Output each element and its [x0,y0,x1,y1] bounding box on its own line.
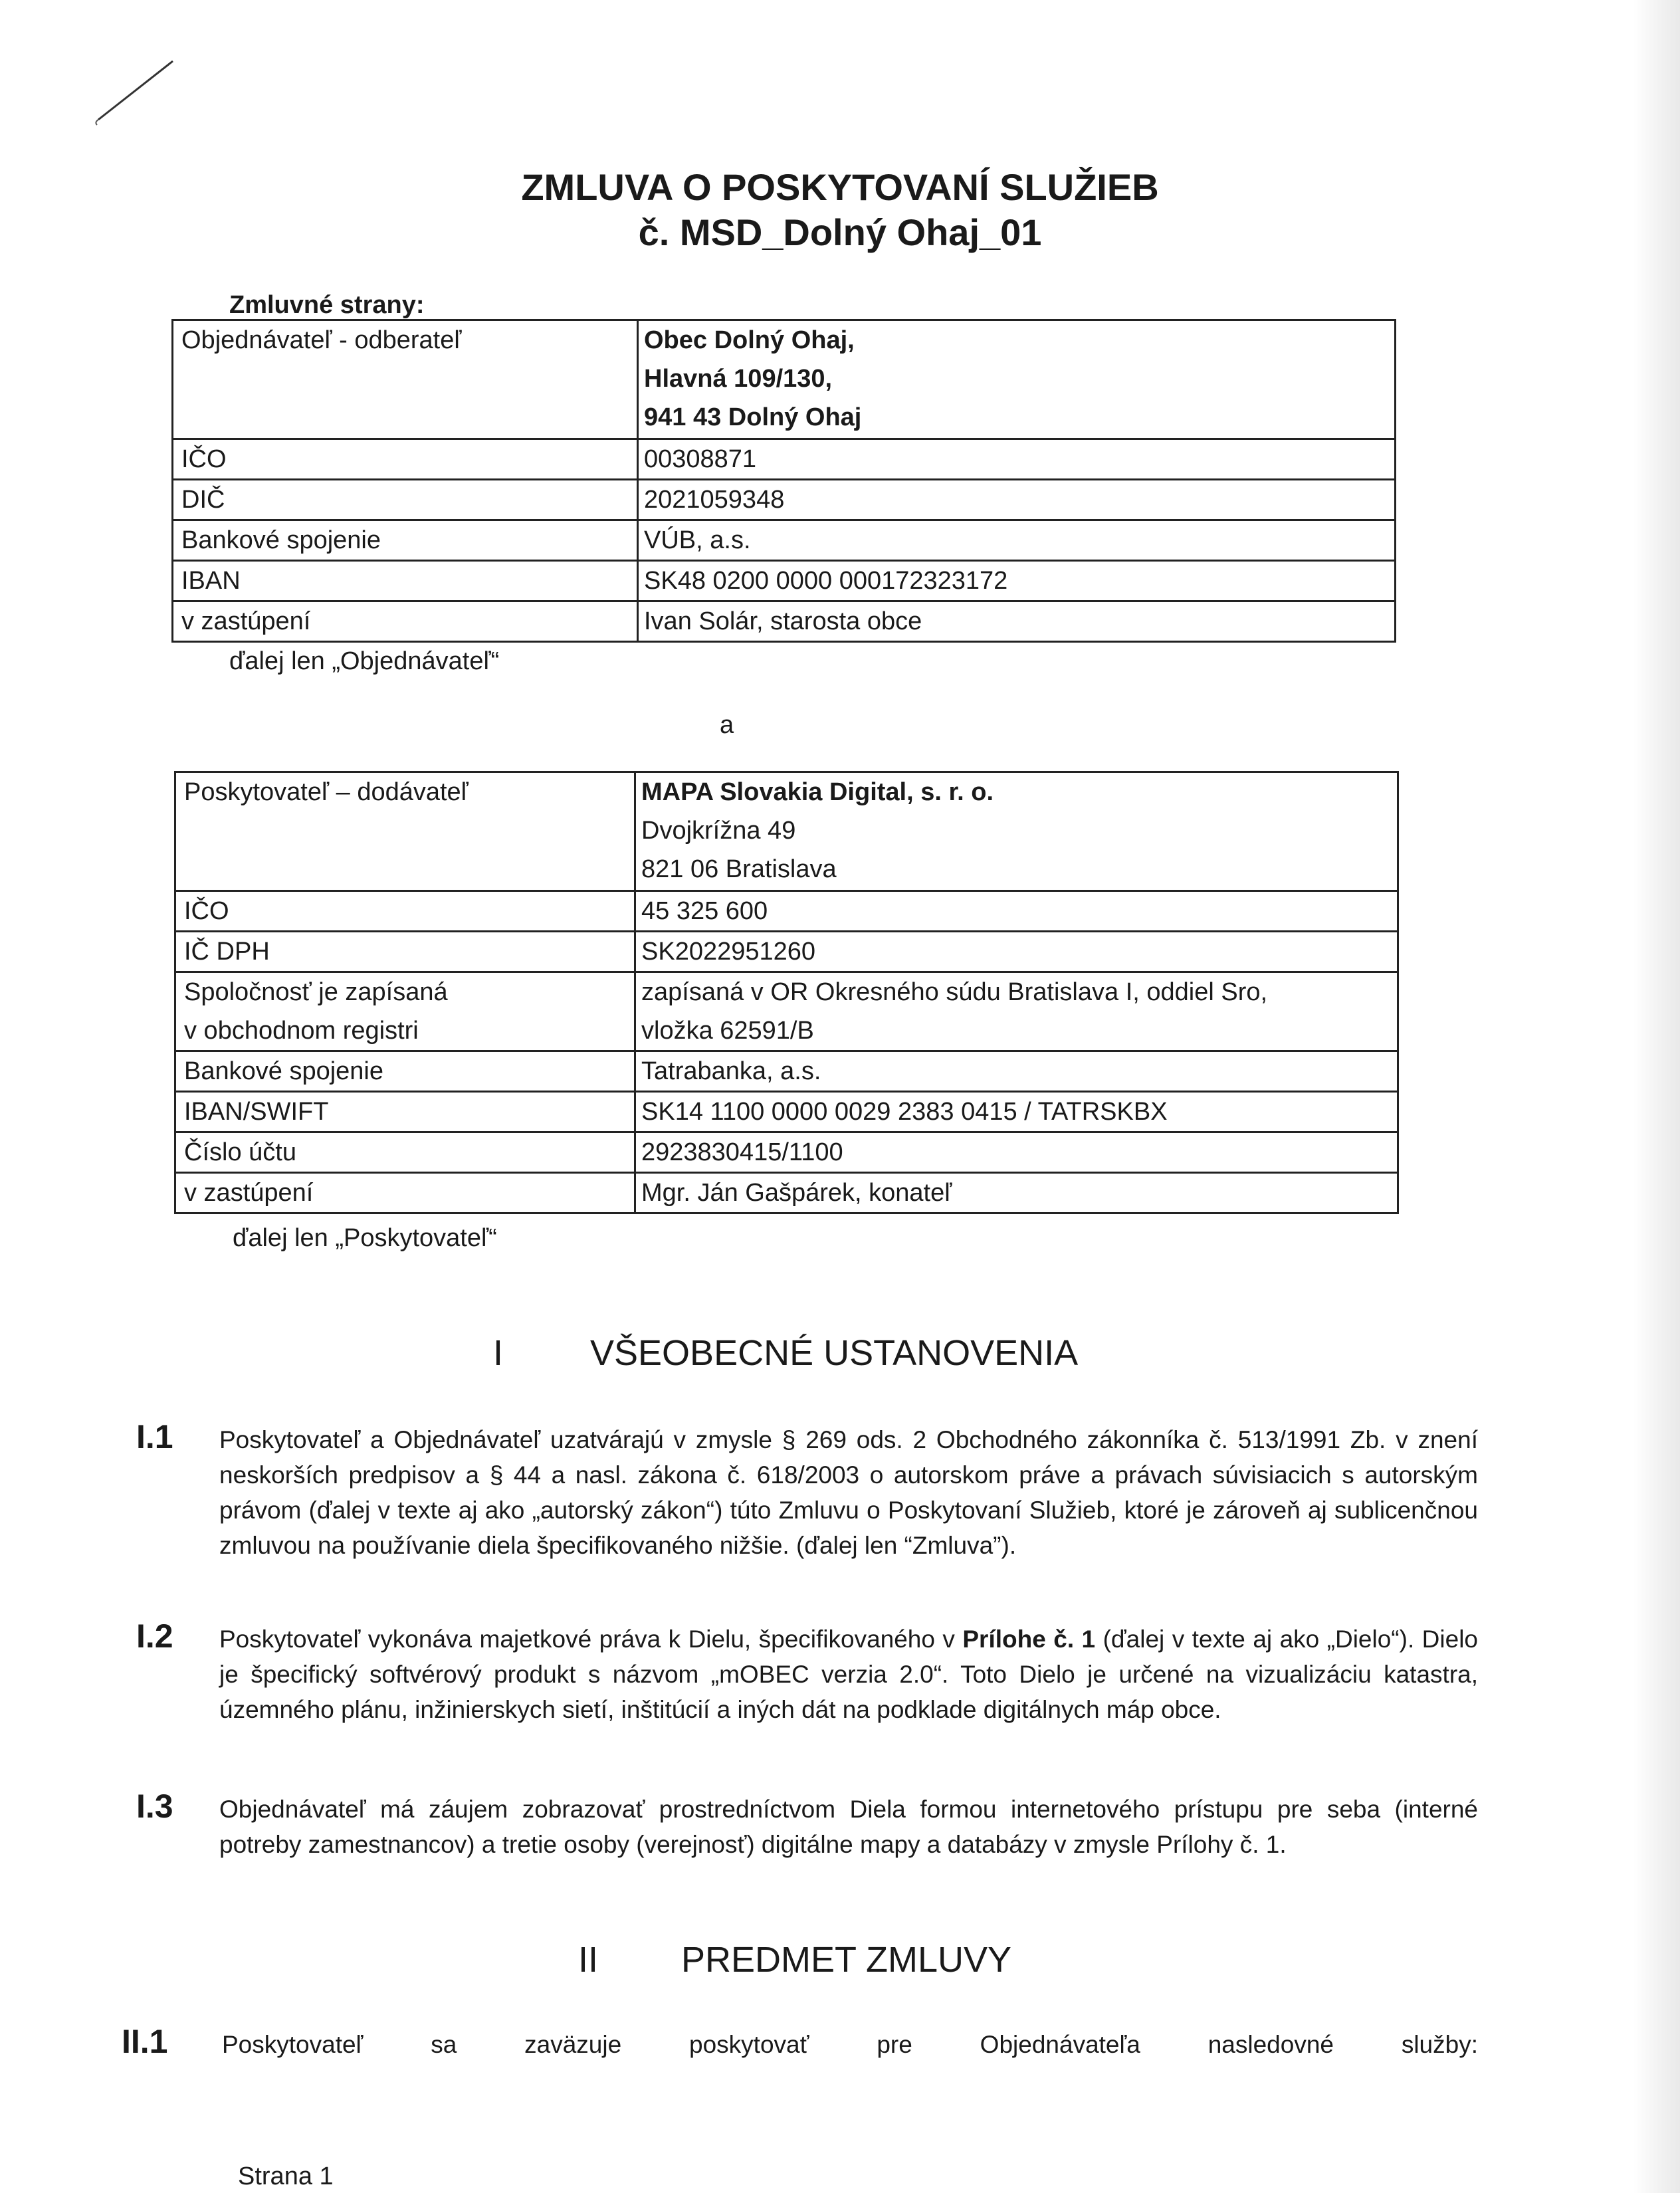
row-value: 2923830415/1100 [635,1132,1398,1173]
pen-stroke-mark [93,53,193,126]
table-row [173,439,1396,480]
clause-1-3-text: Objednávateľ má záujem zobrazovať prostredníctvom Diela formou internetového prístupu pre seba (interné potreby zamestnancov) a tretie osoby (verejnosť) digitálne mapy a databázy v zmysle Prílohy č. 1. [219,1796,1478,1858]
provider-hereinafter: ďalej len „Poskytovateľ“ [233,1224,497,1252]
table-row [173,320,1396,439]
row-label: IČO [175,891,635,932]
row-label: Bankové spojenie [173,520,638,561]
clause-1-2-number: I.2 [136,1618,173,1655]
table-row [175,891,1398,932]
table-row [173,520,1396,561]
row-value: Tatrabanka, a.s. [635,1051,1398,1092]
row-value: SK48 0200 0000 000172323172 [638,561,1396,601]
clause-1-1-text: Poskytovateľ a Objednávateľ uzatvárajú v zmysle § 269 ods. 2 Obchodného zákonníka č. 513/1991 Zb. v znení neskorších predpisov a § 44 a nasl. zákona č. 618/2003 o autorskom práve a právach súvisiacich s autorským právom (ďalej v texte aj ako „autorský zákon“) túto Zmluvu o Poskytovaní Služieb, ktoré je zároveň aj sublicenčnou zmluvou na používanie diela špecifikovaného nižšie. (ďalej len “Zmluva”). [219,1426,1478,1559]
table-row [173,601,1396,642]
table-row [175,1092,1398,1132]
clause-1-2-text: Poskytovateľ vykonáva majetkové práva k Dielu, špecifikovaného v Prílohe č. 1 (ďalej v texte aj ako „Dielo“). Dielo je špecifický softvérový produkt s názvom „mOBEC verzia 2.0“. Toto Dielo je určené na vizualizáciu katastra, územného plánu, inžinierskych sietí, inštitúcií a iných dát na podklade digitálnych máp obce. [219,1625,1478,1723]
page-number-footer: Strana 1 [238,2162,334,2190]
row-value: zapísaná v OR Okresného súdu Bratislava I, oddiel Sro, vložka 62591/B [635,972,1398,1051]
row-label: IBAN [173,561,638,601]
row-value: SK2022951260 [635,932,1398,972]
row-label: IČ DPH [175,932,635,972]
table-row [173,561,1396,601]
scan-edge-shadow [1633,0,1680,2193]
row-value: SK14 1100 0000 0029 2383 0415 / TATRSKBX [635,1092,1398,1132]
provider-table [174,771,1399,1214]
table-row [175,1132,1398,1173]
row-label: v zastúpení [173,601,638,642]
section-1-number: I [493,1333,504,1373]
section-1-title: VŠEOBECNÉ USTANOVENIA [590,1333,1079,1373]
clause-2-1-text: Poskytovateľ sa zaväzuje poskytovať pre Objednávateľa nasledovné služby: [222,2031,1478,2058]
row-label: IČO [173,439,638,480]
row-value: Mgr. Ján Gašpárek, konateľ [635,1173,1398,1213]
table-row [175,972,1398,1051]
table-row [175,932,1398,972]
row-label: IBAN/SWIFT [175,1092,635,1132]
contract-number: č. MSD_Dolný Ohaj_01 [638,211,1042,253]
section-2-number: II [578,1940,599,1980]
table-row [175,772,1398,891]
row-value: MAPA Slovakia Digital, s. r. o. Dvojkrížna 49 821 06 Bratislava [635,772,1398,891]
row-label: Poskytovateľ – dodávateľ [175,772,635,891]
row-label: DIČ [173,480,638,520]
row-value: 45 325 600 [635,891,1398,932]
parties-heading: Zmluvné strany: [229,291,425,319]
row-value: 2021059348 [638,480,1396,520]
row-value: Obec Dolný Ohaj, Hlavná 109/130, 941 43 Dolný Ohaj [638,320,1396,439]
ordering-party-hereinafter: ďalej len „Objednávateľ“ [229,647,500,675]
clause-2-1-number: II.1 [122,2023,168,2060]
row-value: VÚB, a.s. [638,520,1396,561]
row-label: Spoločnosť je zapísaná v obchodnom registri [175,972,635,1051]
table-row [173,480,1396,520]
ordering-party-table [171,319,1396,643]
clause-1-1-number: I.1 [136,1418,173,1455]
conjunction-a: a [720,711,734,739]
row-label: v zastúpení [175,1173,635,1213]
row-label: Objednávateľ - odberateľ [173,320,638,439]
row-value: 00308871 [638,439,1396,480]
row-label: Bankové spojenie [175,1051,635,1092]
table-row [175,1173,1398,1213]
section-2-title: PREDMET ZMLUVY [681,1940,1012,1980]
table-row [175,1051,1398,1092]
clause-1-3-number: I.3 [136,1788,173,1825]
document-title: ZMLUVA O POSKYTOVANÍ SLUŽIEB [521,166,1159,208]
row-value: Ivan Solár, starosta obce [638,601,1396,642]
row-label: Číslo účtu [175,1132,635,1173]
